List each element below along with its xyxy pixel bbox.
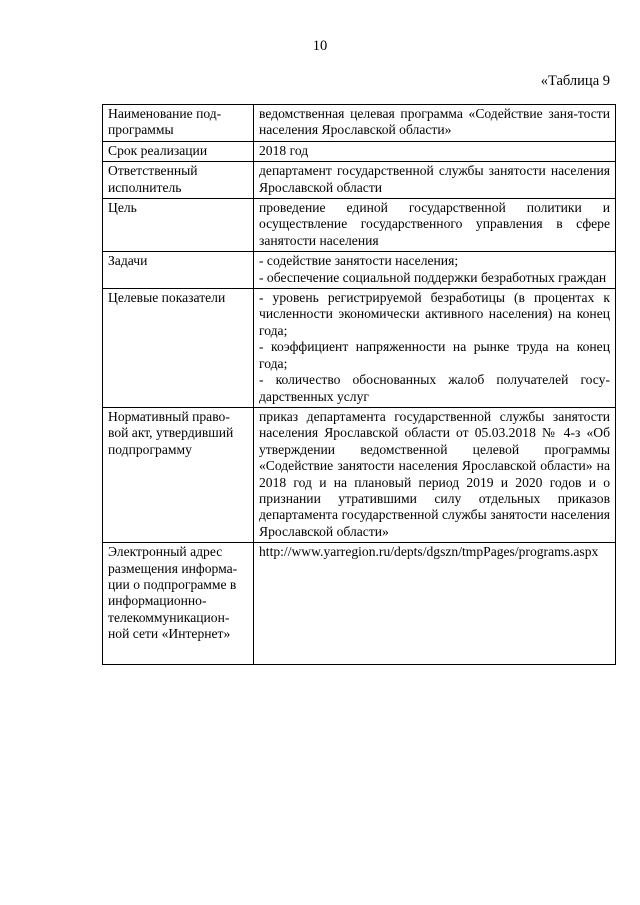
row-label: Ответственный исполнитель bbox=[103, 162, 254, 199]
table-row-tasks bbox=[103, 252, 616, 289]
value-line: - содействие занятости населения; bbox=[259, 253, 459, 269]
value-line: проведение единой государственной политики и осуществление государственного управления в сфере занятости населения bbox=[259, 200, 610, 248]
table-caption: «Таблица 9 bbox=[540, 73, 610, 89]
web-address-link[interactable]: http://www.yarregion.ru/depts/dgszn/tmpPages/programs.aspx bbox=[259, 544, 599, 560]
value-line: департамент государственной службы занятости населения Ярославской области bbox=[259, 163, 610, 195]
row-value bbox=[254, 407, 616, 542]
row-label: Цель bbox=[103, 199, 254, 252]
value-line: - количество обоснованных жалоб получателей госу-дарственных услуг bbox=[259, 372, 610, 404]
row-label: Электронный адрес размещения информа-ции о подпрограмме в информационно-телекоммуникацион-ной сети «Интернет» bbox=[103, 543, 254, 665]
value-line: 2018 год bbox=[259, 142, 309, 158]
row-value bbox=[254, 252, 616, 289]
row-value bbox=[254, 105, 616, 142]
table-row-indicators bbox=[103, 289, 616, 408]
table-row-name bbox=[103, 105, 616, 142]
row-label: Нормативный право-вой акт, утвердивший подпрограмму bbox=[103, 407, 254, 542]
table-row-legal-act bbox=[103, 407, 616, 542]
row-value bbox=[254, 199, 616, 252]
row-label: Наименование под-программы bbox=[103, 105, 254, 142]
row-label: Задачи bbox=[103, 252, 254, 289]
table-row-web-address bbox=[103, 543, 616, 665]
value-line: - уровень регистрируемой безработицы (в процентах к численности экономически активного населения) на конец года; bbox=[259, 290, 610, 338]
row-label: Целевые показатели bbox=[103, 289, 254, 408]
table-row-goal bbox=[103, 199, 616, 252]
row-value bbox=[254, 543, 616, 665]
table-row-executor bbox=[103, 162, 616, 199]
row-value bbox=[254, 162, 616, 199]
page-number: 10 bbox=[312, 38, 328, 54]
value-line: - коэффициент напряженности на рынке труда на конец года; bbox=[259, 339, 610, 371]
row-value bbox=[254, 289, 616, 408]
value-line: - обеспечение социальной поддержки безработных граждан bbox=[259, 269, 607, 285]
value-line: ведомственная целевая программа «Содействие заня-тости населения Ярославской области» bbox=[259, 106, 610, 138]
row-label: Срок реализации bbox=[103, 141, 254, 161]
row-value bbox=[254, 141, 616, 161]
value-line: приказ департамента государственной службы занятости населения Ярославской области от 05.03.2018 № 4-з «Об утверждении ведомственной целевой программы «Содействие занятости населения Ярославской области» на 2018 год и на плановый период 2019 и 2020 годов и о признании утратившими силу отдельных приказов департамента государственной службы занятости населения Ярославской области» bbox=[259, 408, 610, 539]
table-row-term bbox=[103, 141, 616, 161]
subprogram-passport-table bbox=[102, 104, 616, 665]
